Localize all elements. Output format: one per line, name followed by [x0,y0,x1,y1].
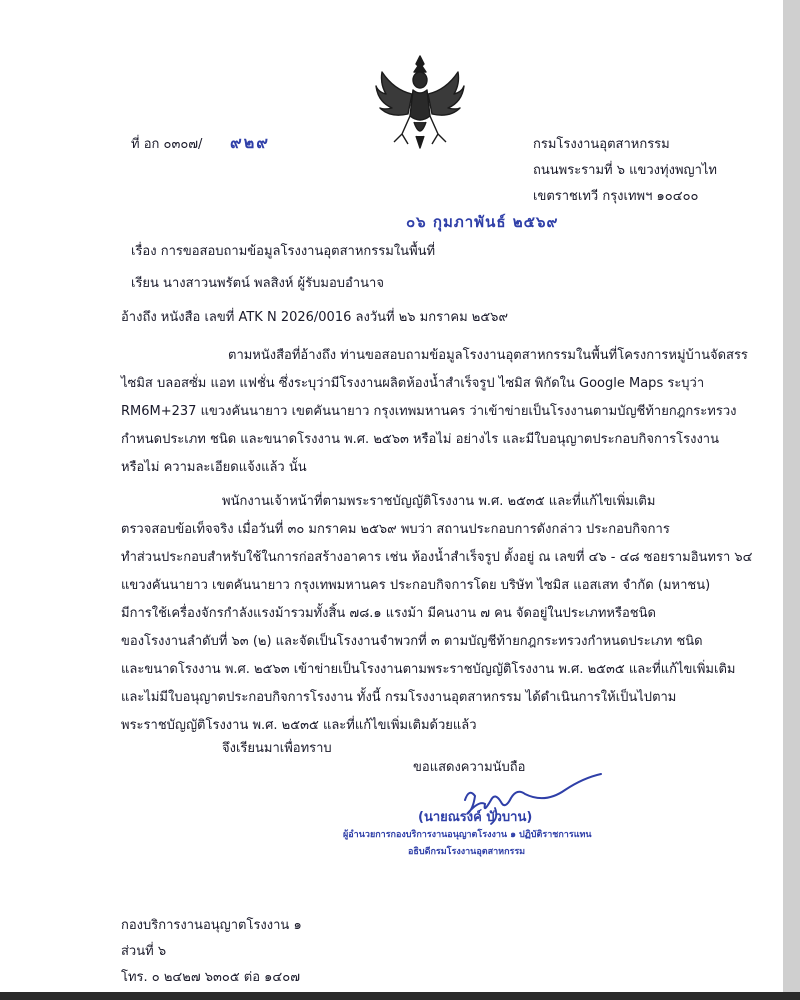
paragraph-2-line: ตรวจสอบข้อเท็จจริง เมื่อวันที่ ๓๐ มกราคม ๒๕๖๙ พบว่า สถานประกอบการดังกล่าว ประกอบกิจการ [121,522,670,537]
footer-phone: โทร. ๐ ๒๔๒๗ ๖๓๐๕ ต่อ ๑๔๐๗ [121,970,300,985]
paragraph-1-line: RM6M+237 แขวงคันนายาว เขตคันนายาว กรุงเทพมหานคร ว่าเข้าข่ายเป็นโรงงานตามบัญชีท้ายกฎกระทรวง [121,404,737,419]
paragraph-2-line: ทำส่วนประกอบสำหรับใช้ในการก่อสร้างอาคาร เช่น ห้องน้ำสำเร็จรูป ตั้งอยู่ ณ เลขที่ ๔๖ - ๔๘ ซอยรามอินทรา ๖๔ [121,550,753,565]
paragraph-1-line: ตามหนังสือที่อ้างถึง ท่านขอสอบถามข้อมูลโรงงานอุตสาหกรรมในพื้นที่โครงการหมู่บ้านจัดสรร [228,348,748,363]
paragraph-1-line: ไซมิส บลอสซั่ม แอท แฟชั่น ซึ่งระบุว่ามีโรงงานผลิตห้องน้ำสำเร็จรูป ไซมิส พิกัดใน Google Maps ระบุว่า [121,376,705,391]
org-line-3: เขตราชเทวี กรุงเทพฯ ๑๐๔๐๐ [533,189,699,204]
org-line-2: ถนนพระรามที่ ๖ แขวงทุ่งพญาไท [533,163,717,178]
regards-text: ขอแสดงความนับถือ [413,760,526,775]
signatory-name: (นายณรงค์ บัวบาน) [418,810,533,825]
footer-division: กองบริการงานอนุญาตโรงงาน ๑ [121,918,302,933]
letter-date: ๐๖ กุมภาพันธ์ ๒๕๖๙ [406,213,559,231]
paragraph-1-line: กำหนดประเภท ชนิด และขนาดโรงงาน พ.ศ. ๒๕๖๓ หรือไม่ อย่างไร และมีใบอนุญาตประกอบกิจการโรงงาน [121,432,719,447]
footer-section: ส่วนที่ ๖ [121,944,167,959]
closing-request: จึงเรียนมาเพื่อทราบ [222,741,332,756]
paragraph-2-line: และขนาดโรงงาน พ.ศ. ๒๕๖๓ เข้าข่ายเป็นโรงงานตามพระราชบัญญัติโรงงาน พ.ศ. ๒๕๓๕ และที่แก้ไขเพิ่มเติม [121,662,736,677]
paragraph-2-line: ของโรงงานลำดับที่ ๖๓ (๒) และจัดเป็นโรงงานจำพวกที่ ๓ ตามบัญชีท้ายกฎกระทรวงกำหนดประเภท ชนิด [121,634,703,649]
paragraph-2-line: พนักงานเจ้าหน้าที่ตามพระราชบัญญัติโรงงาน พ.ศ. ๒๕๓๕ และที่แก้ไขเพิ่มเติม [222,494,656,509]
paragraph-1-line: หรือไม่ ความละเอียดแจ้งแล้ว นั้น [121,460,307,475]
reference-number: ที่ อก ๐๓๐๗/ [131,137,203,152]
recipient-line: เรียน นางสาวนพรัตน์ พลสิงห์ ผู้รับมอบอำนาจ [131,276,384,291]
paragraph-2-line: และไม่มีใบอนุญาตประกอบกิจการโรงงาน ทั้งนี้ กรมโรงงานอุตสาหกรรม ได้ดำเนินการให้เป็นไปตาม [121,690,677,705]
page-bottom-edge [0,992,800,1000]
reference-line: อ้างถึง หนังสือ เลขที่ ATK N 2026/0016 ลงวันที่ ๒๖ มกราคม ๒๕๖๙ [121,310,508,325]
org-line-1: กรมโรงงานอุตสาหกรรม [533,137,670,152]
garuda-emblem-icon [372,50,468,150]
page-shadow-right [783,0,800,992]
paragraph-2-line: แขวงคันนายาว เขตคันนายาว กรุงเทพมหานคร ประกอบกิจการโดย บริษัท ไซมิส แอสเสท จำกัด (มหาชน) [121,578,711,593]
reference-number-handwritten: ๙๒๙ [230,133,270,152]
signatory-title-2: อธิบดีกรมโรงงานอุตสาหกรรม [408,847,526,857]
paragraph-2-line: มีการใช้เครื่องจักรกำลังแรงม้ารวมทั้งสิ้น ๗๘.๑ แรงม้า มีคนงาน ๗ คน จัดอยู่ในประเภทหรือชนิด [121,606,656,621]
signatory-title-1: ผู้อำนวยการกองบริการงานอนุญาตโรงงาน ๑ ปฏิบัติราชการแทน [343,830,592,840]
paragraph-2-line: พระราชบัญญัติโรงงาน พ.ศ. ๒๕๓๕ และที่แก้ไขเพิ่มเติมด้วยแล้ว [121,718,477,733]
subject-line: เรื่อง การขอสอบถามข้อมูลโรงงานอุตสาหกรรมในพื้นที่ [131,244,436,259]
